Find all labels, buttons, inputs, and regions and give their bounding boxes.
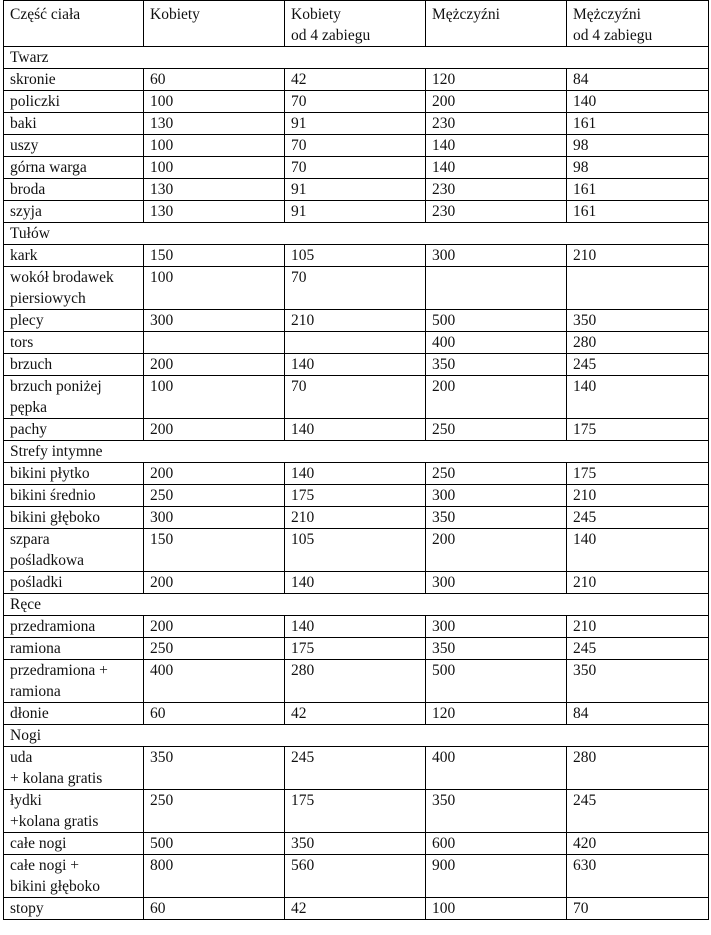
cell-price-women-from-4th: 42 (285, 898, 426, 920)
cell-price-men: 400 (426, 747, 567, 790)
cell-body-part: przedramiona + ramiona (4, 660, 144, 703)
cell-price-men-from-4th: 245 (567, 354, 709, 376)
cell-price-men: 250 (426, 419, 567, 441)
cell-body-part: stopy (4, 898, 144, 920)
cell-price-men: 300 (426, 245, 567, 267)
cell-body-part: całe nogi + bikini głęboko (4, 855, 144, 898)
cell-body-part: policzki (4, 91, 144, 113)
table-row (4, 91, 709, 113)
cell-price-women: 300 (144, 310, 285, 332)
cell-price-women: 130 (144, 201, 285, 223)
table-row (4, 201, 709, 223)
cell-price-men: 140 (426, 157, 567, 179)
cell-price-men: 300 (426, 616, 567, 638)
cell-price-women-from-4th: 42 (285, 69, 426, 91)
cell-body-part: bikini głęboko (4, 507, 144, 529)
section-title: Tułów (4, 223, 709, 245)
table-row (4, 69, 709, 91)
column-header-men-from-4th: Mężczyźni od 4 zabiegu (567, 1, 709, 47)
cell-price-men: 350 (426, 638, 567, 660)
table-row (4, 616, 709, 638)
table-row (4, 267, 709, 310)
cell-price-men-from-4th: 70 (567, 898, 709, 920)
cell-price-women-from-4th: 140 (285, 572, 426, 594)
cell-body-part: kark (4, 245, 144, 267)
section-row (4, 725, 709, 747)
cell-body-part: całe nogi (4, 833, 144, 855)
cell-price-men-from-4th: 630 (567, 855, 709, 898)
cell-price-men-from-4th: 280 (567, 332, 709, 354)
column-header-body-part: Część ciała (4, 1, 144, 47)
cell-price-women: 500 (144, 833, 285, 855)
cell-body-part: bikini średnio (4, 485, 144, 507)
cell-price-men-from-4th: 161 (567, 113, 709, 135)
cell-price-men: 400 (426, 332, 567, 354)
cell-price-men: 200 (426, 376, 567, 419)
cell-price-men: 100 (426, 898, 567, 920)
cell-price-men-from-4th: 175 (567, 419, 709, 441)
cell-price-men-from-4th: 140 (567, 529, 709, 572)
cell-price-men: 120 (426, 69, 567, 91)
cell-price-men: 500 (426, 310, 567, 332)
cell-body-part: uda + kolana gratis (4, 747, 144, 790)
cell-price-women-from-4th: 70 (285, 267, 426, 310)
section-row (4, 47, 709, 69)
price-table (3, 0, 709, 920)
cell-body-part: pachy (4, 419, 144, 441)
column-header-women-from-4th: Kobiety od 4 zabiegu (285, 1, 426, 47)
table-row (4, 747, 709, 790)
cell-price-women-from-4th: 175 (285, 790, 426, 833)
cell-body-part: przedramiona (4, 616, 144, 638)
cell-body-part: brzuch (4, 354, 144, 376)
cell-price-men-from-4th: 420 (567, 833, 709, 855)
cell-price-men: 200 (426, 91, 567, 113)
cell-price-men-from-4th: 84 (567, 703, 709, 725)
cell-price-men-from-4th: 350 (567, 310, 709, 332)
section-row (4, 223, 709, 245)
cell-price-women: 100 (144, 91, 285, 113)
cell-price-men-from-4th: 161 (567, 201, 709, 223)
column-header-women: Kobiety (144, 1, 285, 47)
cell-price-women-from-4th: 280 (285, 660, 426, 703)
table-row (4, 703, 709, 725)
cell-price-men-from-4th: 140 (567, 376, 709, 419)
cell-body-part: górna warga (4, 157, 144, 179)
cell-price-women: 400 (144, 660, 285, 703)
cell-price-men: 140 (426, 135, 567, 157)
table-row (4, 529, 709, 572)
table-row (4, 572, 709, 594)
cell-price-women-from-4th (285, 332, 426, 354)
section-title: Strefy intymne (4, 441, 709, 463)
cell-price-women-from-4th: 91 (285, 179, 426, 201)
cell-price-men: 900 (426, 855, 567, 898)
cell-price-men-from-4th: 350 (567, 660, 709, 703)
cell-body-part: brzuch poniżej pępka (4, 376, 144, 419)
cell-price-women: 350 (144, 747, 285, 790)
cell-price-men: 120 (426, 703, 567, 725)
cell-price-women: 60 (144, 898, 285, 920)
cell-price-men-from-4th: 175 (567, 463, 709, 485)
table-row (4, 855, 709, 898)
cell-price-men: 350 (426, 354, 567, 376)
table-row (4, 354, 709, 376)
cell-price-men: 350 (426, 507, 567, 529)
cell-price-women: 200 (144, 572, 285, 594)
cell-body-part: uszy (4, 135, 144, 157)
cell-price-women-from-4th: 175 (285, 485, 426, 507)
cell-price-men-from-4th: 140 (567, 91, 709, 113)
cell-price-women-from-4th: 42 (285, 703, 426, 725)
cell-price-women-from-4th: 140 (285, 354, 426, 376)
cell-price-women: 200 (144, 419, 285, 441)
cell-price-women-from-4th: 70 (285, 91, 426, 113)
cell-price-women: 200 (144, 463, 285, 485)
table-row (4, 898, 709, 920)
cell-price-women: 100 (144, 376, 285, 419)
cell-price-women: 200 (144, 616, 285, 638)
table-row (4, 833, 709, 855)
cell-price-women-from-4th: 140 (285, 463, 426, 485)
cell-price-men: 300 (426, 485, 567, 507)
cell-price-men-from-4th: 245 (567, 790, 709, 833)
cell-price-men: 300 (426, 572, 567, 594)
table-row (4, 135, 709, 157)
cell-price-men: 250 (426, 463, 567, 485)
cell-price-men-from-4th: 245 (567, 638, 709, 660)
table-row (4, 332, 709, 354)
cell-price-women-from-4th: 210 (285, 310, 426, 332)
cell-price-women: 200 (144, 354, 285, 376)
cell-price-women: 100 (144, 135, 285, 157)
cell-price-women-from-4th: 70 (285, 157, 426, 179)
cell-price-men-from-4th: 98 (567, 157, 709, 179)
table-row (4, 660, 709, 703)
cell-price-women: 300 (144, 507, 285, 529)
cell-price-women: 150 (144, 529, 285, 572)
cell-body-part: szyja (4, 201, 144, 223)
cell-price-men-from-4th (567, 267, 709, 310)
cell-price-women-from-4th: 350 (285, 833, 426, 855)
cell-price-women-from-4th: 105 (285, 245, 426, 267)
cell-price-men-from-4th: 245 (567, 507, 709, 529)
cell-body-part: baki (4, 113, 144, 135)
cell-body-part: skronie (4, 69, 144, 91)
cell-body-part: plecy (4, 310, 144, 332)
cell-price-men-from-4th: 84 (567, 69, 709, 91)
cell-body-part: dłonie (4, 703, 144, 725)
cell-price-men: 230 (426, 201, 567, 223)
table-row (4, 245, 709, 267)
table-row (4, 157, 709, 179)
cell-price-men: 230 (426, 113, 567, 135)
cell-price-women: 250 (144, 485, 285, 507)
table-row (4, 310, 709, 332)
cell-price-women-from-4th: 70 (285, 135, 426, 157)
table-row (4, 376, 709, 419)
cell-price-women-from-4th: 210 (285, 507, 426, 529)
cell-price-men: 200 (426, 529, 567, 572)
cell-price-women: 100 (144, 157, 285, 179)
cell-price-men-from-4th: 280 (567, 747, 709, 790)
cell-price-women-from-4th: 560 (285, 855, 426, 898)
cell-price-men-from-4th: 161 (567, 179, 709, 201)
table-row (4, 485, 709, 507)
cell-price-men (426, 267, 567, 310)
cell-body-part: wokół brodawek piersiowych (4, 267, 144, 310)
table-row (4, 419, 709, 441)
table-row (4, 638, 709, 660)
cell-price-women: 60 (144, 69, 285, 91)
cell-price-women (144, 332, 285, 354)
table-row (4, 113, 709, 135)
cell-price-women-from-4th: 175 (285, 638, 426, 660)
cell-price-women: 100 (144, 267, 285, 310)
cell-body-part: pośladki (4, 572, 144, 594)
cell-price-men-from-4th: 210 (567, 572, 709, 594)
cell-price-women: 130 (144, 179, 285, 201)
cell-price-women-from-4th: 70 (285, 376, 426, 419)
cell-price-women: 60 (144, 703, 285, 725)
cell-body-part: szpara pośladkowa (4, 529, 144, 572)
cell-price-women: 250 (144, 790, 285, 833)
cell-price-women-from-4th: 140 (285, 616, 426, 638)
cell-price-men: 600 (426, 833, 567, 855)
cell-price-men-from-4th: 210 (567, 485, 709, 507)
cell-body-part: ramiona (4, 638, 144, 660)
cell-price-men-from-4th: 210 (567, 245, 709, 267)
section-row (4, 441, 709, 463)
cell-price-men-from-4th: 210 (567, 616, 709, 638)
table-row (4, 507, 709, 529)
table-row (4, 790, 709, 833)
cell-price-women: 130 (144, 113, 285, 135)
cell-price-women: 800 (144, 855, 285, 898)
cell-price-women-from-4th: 91 (285, 113, 426, 135)
cell-price-women: 150 (144, 245, 285, 267)
cell-price-women-from-4th: 91 (285, 201, 426, 223)
table-row (4, 463, 709, 485)
table-row (4, 179, 709, 201)
column-header-men: Mężczyźni (426, 1, 567, 47)
cell-price-men: 500 (426, 660, 567, 703)
table-header-row (4, 1, 709, 47)
table-body (4, 47, 709, 920)
cell-price-women: 250 (144, 638, 285, 660)
cell-price-women-from-4th: 105 (285, 529, 426, 572)
section-title: Nogi (4, 725, 709, 747)
cell-price-men-from-4th: 98 (567, 135, 709, 157)
cell-body-part: bikini płytko (4, 463, 144, 485)
cell-body-part: tors (4, 332, 144, 354)
section-title: Ręce (4, 594, 709, 616)
cell-price-women-from-4th: 245 (285, 747, 426, 790)
section-title: Twarz (4, 47, 709, 69)
cell-body-part: łydki +kolana gratis (4, 790, 144, 833)
cell-price-men: 230 (426, 179, 567, 201)
cell-body-part: broda (4, 179, 144, 201)
section-row (4, 594, 709, 616)
cell-price-women-from-4th: 140 (285, 419, 426, 441)
cell-price-men: 350 (426, 790, 567, 833)
